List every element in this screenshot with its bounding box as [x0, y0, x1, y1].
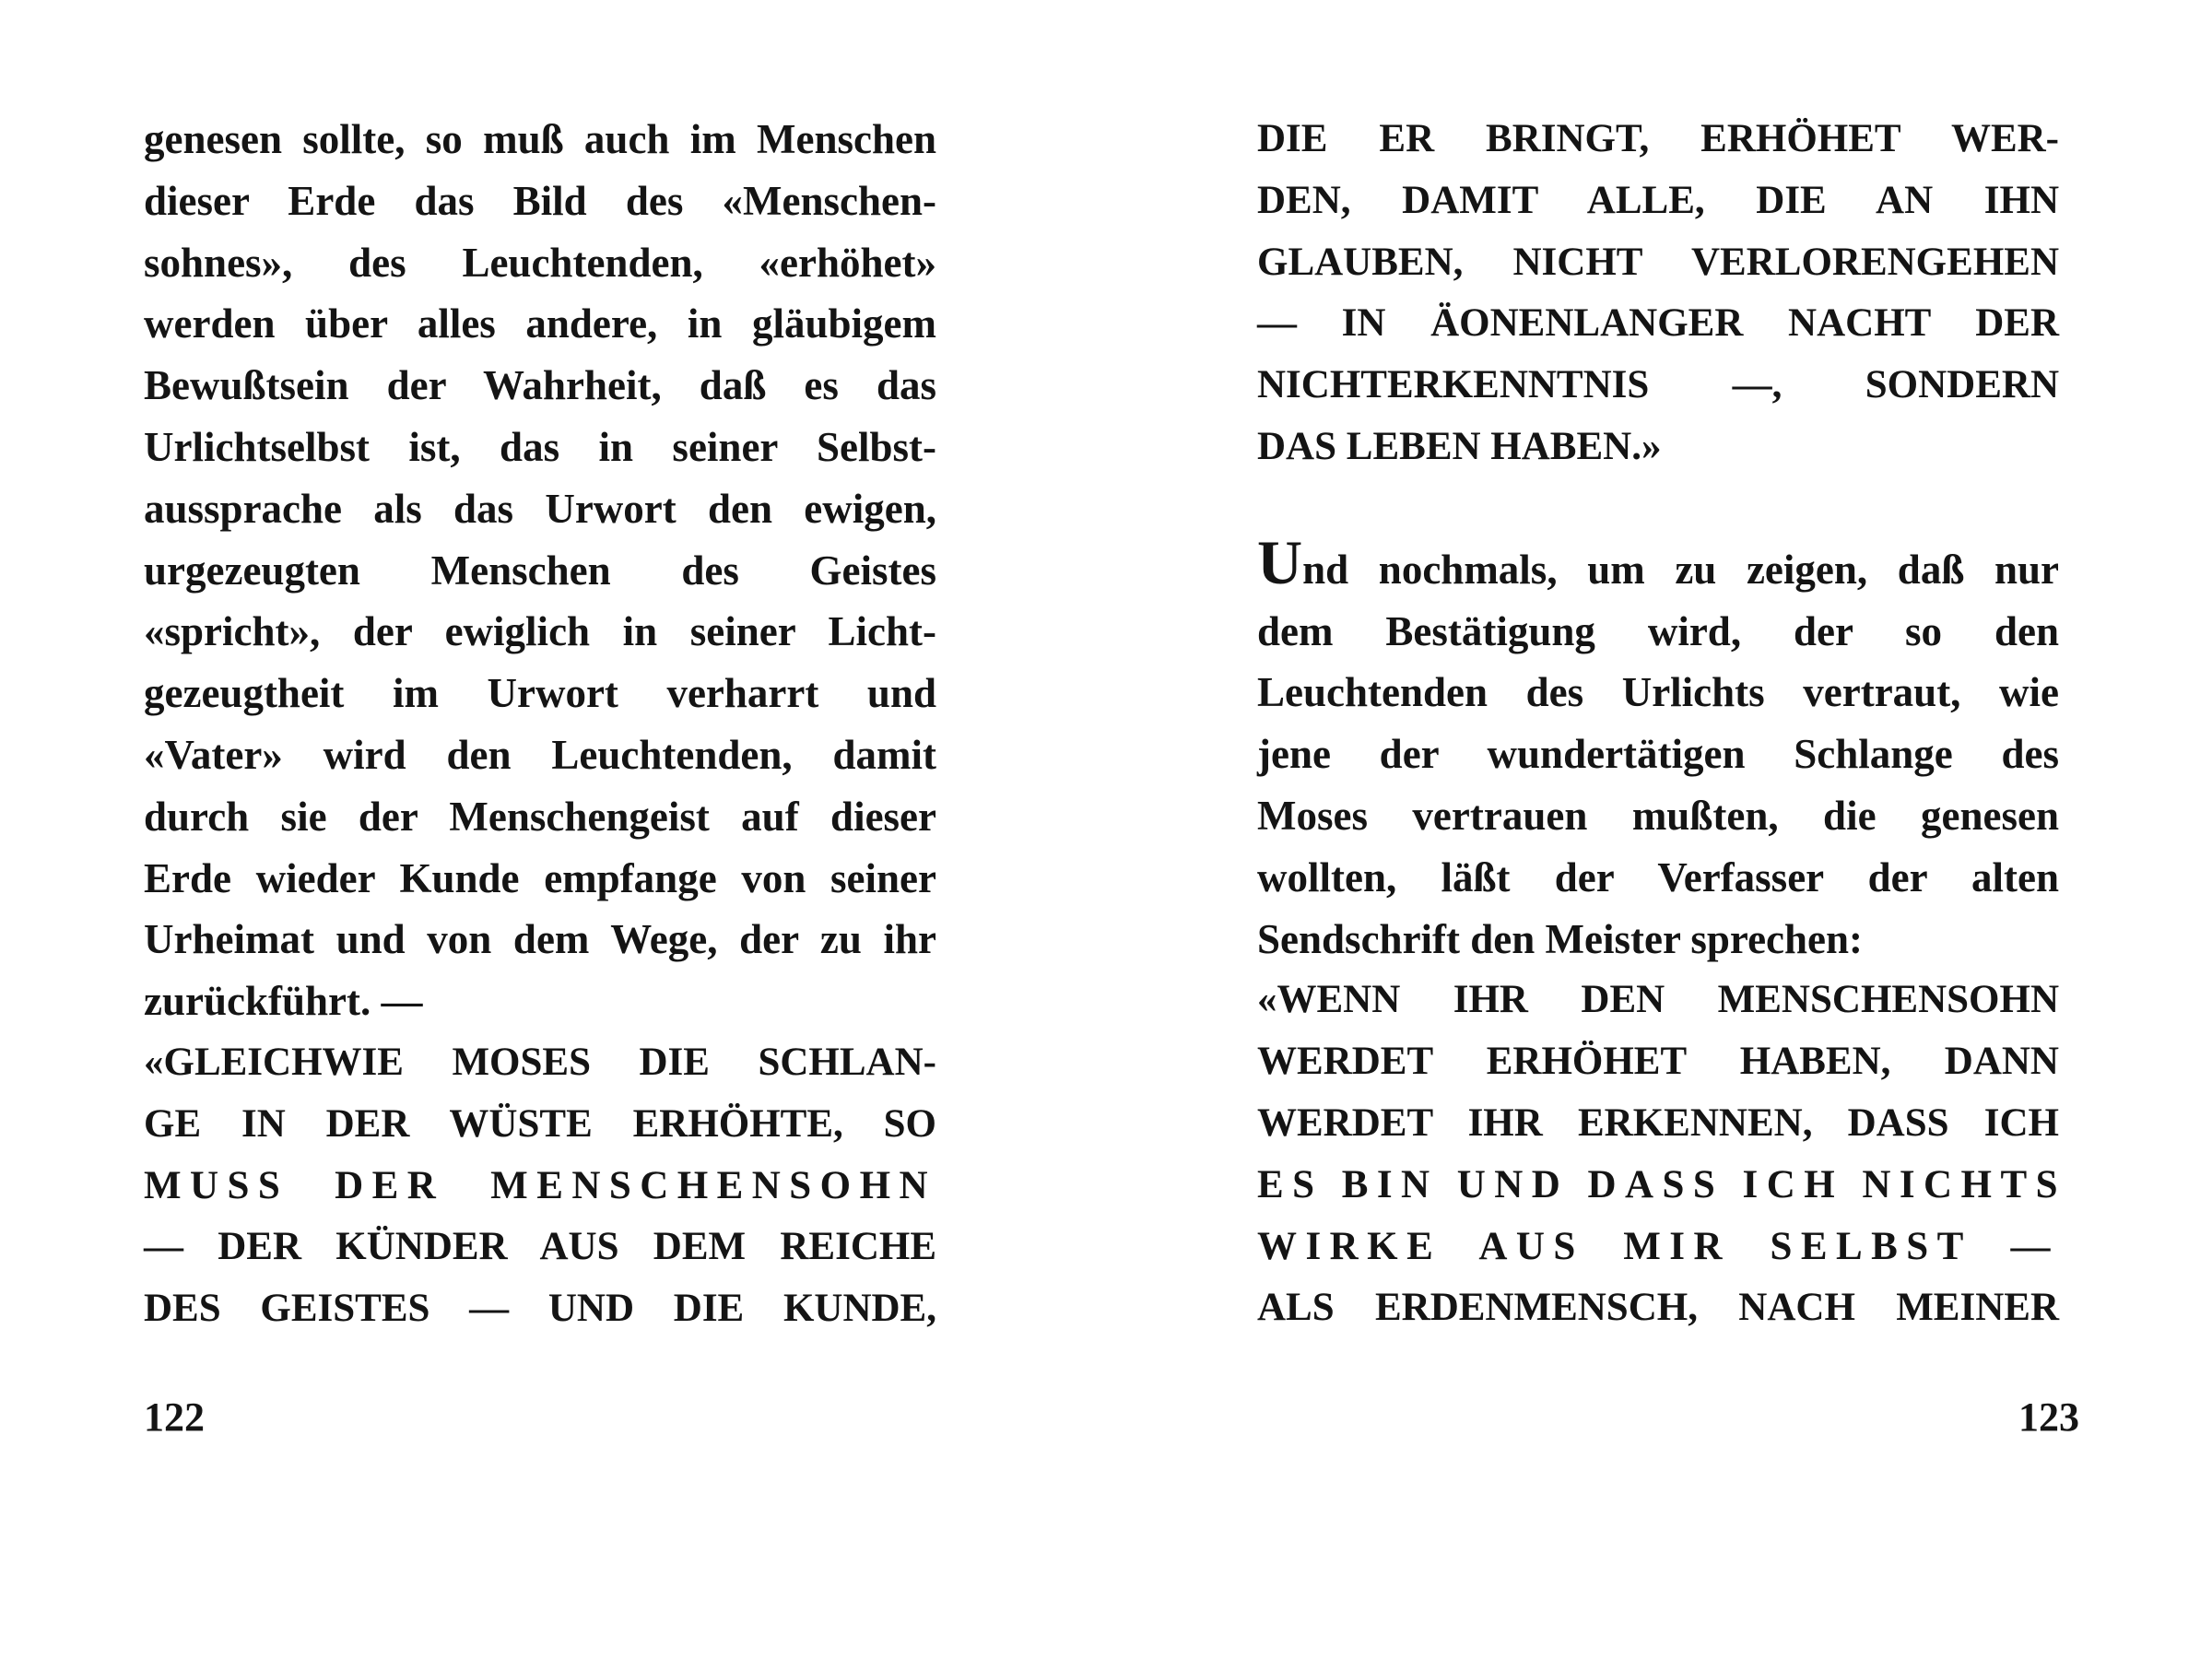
paragraph-first-line	[1257, 526, 2059, 601]
text-line: wollten, läßt der Verfasser der alten	[1257, 853, 2059, 900]
text-line: dieser Erde das Bild des «Menschen-	[144, 177, 936, 224]
text-line: WERDET IHR ERKENNEN, DASS ICH	[1257, 1100, 2059, 1145]
text-line: genesen sollte, so muß auch im Menschen	[144, 116, 936, 162]
text-line: Urheimat und von dem Wege, der zu ihr	[144, 916, 936, 963]
text-line: WERDET ERHÖHET HABEN, DANN	[1257, 1040, 2059, 1084]
text-line: zurückführt. —	[144, 978, 423, 1025]
text-line: ALS ERDENMENSCH, NACH MEINER	[1257, 1286, 2059, 1330]
page-number: 122	[144, 1394, 205, 1440]
text-line: Bewußtsein der Wahrheit, daß es das	[144, 362, 936, 409]
text-line: gezeugtheit im Urwort verharrt und	[144, 670, 936, 717]
paragraph-gap	[1257, 478, 2059, 539]
text-line: «GLEICHWIE MOSES DIE SCHLAN-	[144, 1040, 936, 1084]
text-line: NICHTERKENNTNIS —, SONDERN	[1257, 363, 2059, 407]
text-line: «WENN IHR DEN MENSCHENSOHN	[1257, 978, 2059, 1022]
text-line: MUSS DER MENSCHENSOHN	[144, 1163, 936, 1207]
text-line: WIRKE AUS MIR SELBST —	[1257, 1224, 2059, 1268]
text-line: DEN, DAMIT ALLE, DIE AN IHN	[1257, 178, 2059, 222]
text-line: durch sie der Menschengeist auf dieser	[144, 793, 936, 840]
text-line: GE IN DER WÜSTE ERHÖHTE, SO	[144, 1101, 936, 1146]
text-line: dem Bestätigung wird, der so den	[1257, 607, 2059, 654]
text-line: — DER KÜNDER AUS DEM REICHE	[144, 1225, 936, 1269]
right-page	[1106, 0, 2212, 1659]
text-line: sohnes», des Leuchtenden, «erhöhet»	[144, 239, 936, 286]
text-line: DIE ER BRINGT, ERHÖHET WER-	[1257, 117, 2059, 160]
text-line: nd nochmals, um zu zeigen, daß nur	[1302, 546, 2059, 593]
text-line: aussprache als das Urwort den ewigen,	[144, 485, 936, 532]
text-line: Leuchtenden des Urlichts vertraut, wie	[1257, 669, 2059, 716]
right-text-column	[1257, 109, 2066, 1339]
text-line: Sendschrift den Meister sprechen:	[1257, 915, 1864, 962]
text-line: ES BIN UND DASS ICH NICHTS	[1257, 1162, 2066, 1206]
text-line: werden über alles andere, in gläubigem	[144, 300, 936, 347]
text-line: DAS LEBEN HABEN.»	[1257, 424, 1662, 468]
text-line: «Vater» wird den Leuchtenden, damit	[144, 731, 936, 778]
text-line: Erde wieder Kunde empfange von seiner	[144, 854, 936, 901]
text-line: «spricht», der ewiglich in seiner Licht-	[144, 608, 936, 655]
page-number: 123	[2018, 1394, 2079, 1440]
text-line: DES GEISTES — UND DIE KUNDE,	[144, 1287, 936, 1331]
text-line: Urlichtselbst ist, das in seiner Selbst-	[144, 423, 936, 470]
left-text-column	[144, 109, 936, 1340]
text-line: Moses vertrauen mußten, die genesen	[1257, 792, 2059, 839]
text-line: GLAUBEN, NICHT VERLORENGEHEN	[1257, 240, 2059, 284]
text-line: urgezeugten Menschen des Geistes	[144, 547, 936, 594]
text-line: jene der wundertätigen Schlange des	[1257, 731, 2059, 778]
initial-letter: U	[1257, 526, 1303, 597]
text-line: — IN ÄONENLANGER NACHT DER	[1257, 301, 2059, 346]
